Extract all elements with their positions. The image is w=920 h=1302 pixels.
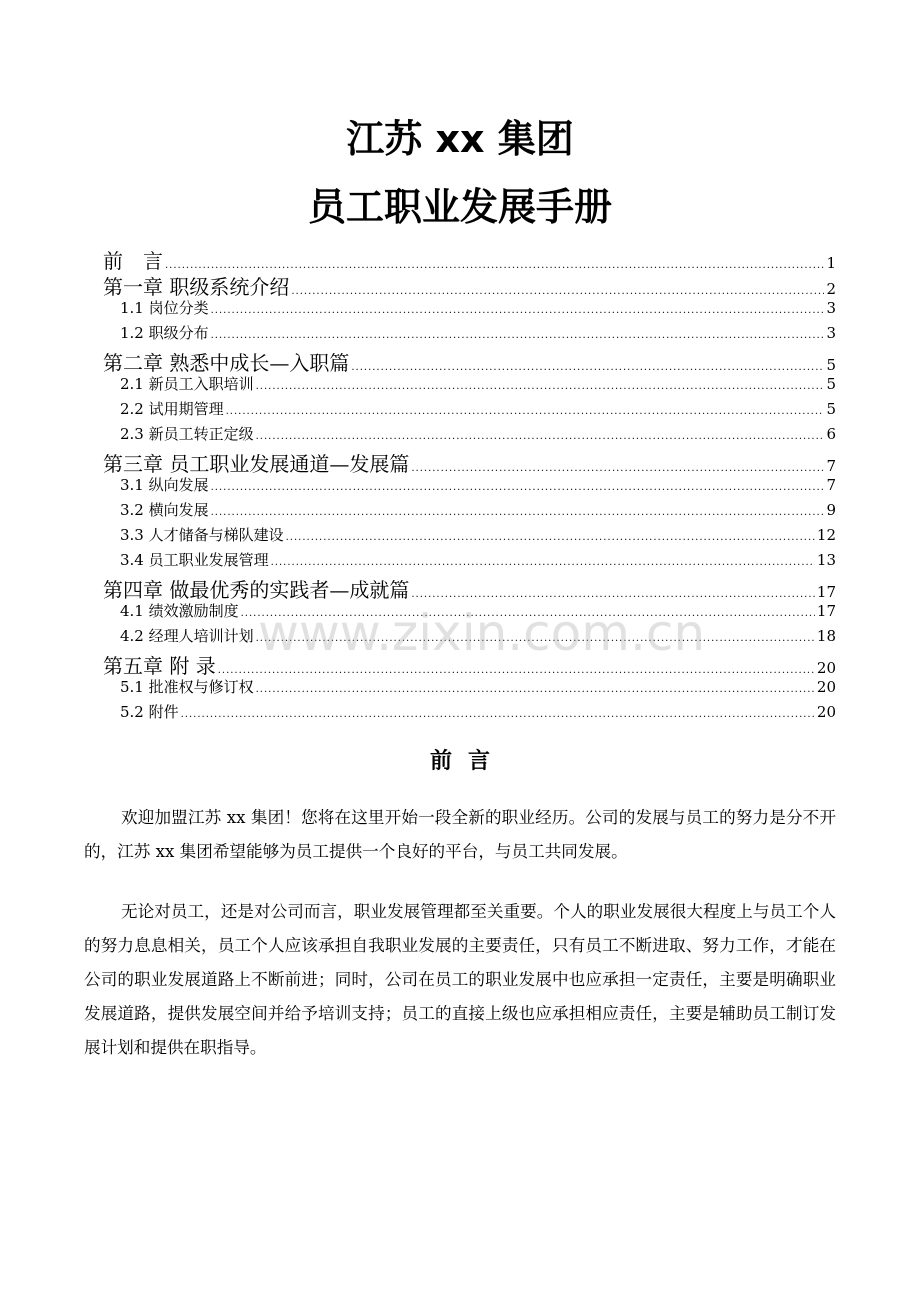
toc-dot-leader <box>165 260 824 271</box>
toc-dot-leader <box>256 381 825 392</box>
toc-entry-label: 1.1 岗位分类 <box>120 299 209 317</box>
toc-entry-label: 2.1 新员工入职培训 <box>120 375 254 393</box>
toc-entry-page: 17 <box>816 602 836 620</box>
toc-dot-leader <box>241 608 815 619</box>
toc-entry-page: 20 <box>816 703 836 721</box>
toc-entry-page: 5 <box>826 400 836 418</box>
toc-entry-page: 7 <box>826 476 836 494</box>
toc-dot-leader <box>211 305 825 316</box>
toc-section-entry[interactable] <box>103 474 836 499</box>
toc-entry-label: 第一章 职级系统介绍 <box>103 275 290 299</box>
toc-dot-leader <box>291 286 824 297</box>
toc-dot-leader <box>181 709 815 720</box>
toc-dot-leader <box>256 431 825 442</box>
toc-dot-leader <box>411 589 815 600</box>
toc-entry-page: 20 <box>816 678 836 696</box>
toc-chapter-entry[interactable] <box>103 448 836 474</box>
toc-entry-label: 5.2 附件 <box>120 703 179 721</box>
toc-entry-page: 5 <box>826 375 836 393</box>
toc-dot-leader <box>211 507 825 518</box>
toc-section-entry[interactable] <box>103 297 836 322</box>
document-subtitle: 员工职业发展手册 <box>307 185 612 229</box>
toc-entry-label: 第四章 做最优秀的实践者—成就篇 <box>103 578 410 602</box>
toc-entry-label: 前 言 <box>103 249 163 273</box>
toc-dot-leader <box>211 330 825 341</box>
toc-entry-page: 13 <box>816 551 836 569</box>
toc-section-entry[interactable] <box>103 676 836 701</box>
toc-section-entry[interactable] <box>103 600 836 625</box>
toc-entry-label: 2.2 试用期管理 <box>120 400 224 418</box>
toc-entry-page: 9 <box>826 501 836 519</box>
toc-entry-label: 2.3 新员工转正定级 <box>120 425 254 443</box>
toc-entry-label: 4.1 绩效激励制度 <box>120 602 239 620</box>
toc-chapter-entry[interactable] <box>103 574 836 600</box>
toc-chapter-entry[interactable] <box>103 650 836 676</box>
toc-section-entry[interactable] <box>103 701 836 726</box>
toc-section-entry[interactable] <box>103 625 836 650</box>
toc-entry-page: 5 <box>826 356 836 374</box>
toc-chapter-entry[interactable] <box>103 347 836 373</box>
toc-chapter-entry[interactable] <box>103 245 836 271</box>
toc-entry-page: 7 <box>826 457 836 475</box>
toc-dot-leader <box>226 406 825 417</box>
foreword-paragraph: 欢迎加盟江苏 xx 集团！您将在这里开始一段全新的职业经历。公司的发展与员工的努力是分不开的，江苏 xx 集团希望能够为员工提供一个良好的平台，与员工共同发展。 <box>84 808 836 861</box>
table-of-contents <box>103 245 836 726</box>
toc-entry-page: 2 <box>826 280 836 298</box>
toc-section-entry[interactable] <box>103 524 836 549</box>
toc-entry-page: 18 <box>816 627 836 645</box>
foreword-paragraph: 无论对员工，还是对公司而言，职业发展管理都至关重要。个人的职业发展很大程度上与员工个人的努力息息相关，员工个人应该承担自我职业发展的主要责任，只有员工不断进取、努力工作，才能在公司的职业发展道路上不断前进；同时，公司在员工的职业发展中也应承担一定责任，主要是明确职业发展道路，提供发展空间并给予培训支持；员工的直接上级也应承担相应责任，主要是辅助员工制订发展计划和提供在职指导。 <box>84 902 836 1057</box>
toc-entry-page: 6 <box>826 425 836 443</box>
toc-entry-page: 1 <box>826 254 836 272</box>
toc-section-entry[interactable] <box>103 373 836 398</box>
toc-entry-label: 5.1 批准权与修订权 <box>120 678 254 696</box>
toc-dot-leader <box>218 665 815 676</box>
toc-entry-page: 17 <box>816 583 836 601</box>
toc-dot-leader <box>286 532 815 543</box>
toc-dot-leader <box>256 633 815 644</box>
toc-entry-label: 第五章 附 录 <box>103 654 216 678</box>
toc-dot-leader <box>271 557 815 568</box>
toc-dot-leader <box>411 463 824 474</box>
toc-dot-leader <box>211 482 825 493</box>
toc-dot-leader <box>256 684 815 695</box>
toc-entry-label: 第三章 员工职业发展通道—发展篇 <box>103 452 410 476</box>
toc-entry-label: 3.1 纵向发展 <box>120 476 209 494</box>
toc-entry-label: 1.2 职级分布 <box>120 324 209 342</box>
toc-entry-label: 3.2 横向发展 <box>120 501 209 519</box>
toc-entry-label: 第二章 熟悉中成长—入职篇 <box>103 351 350 375</box>
toc-entry-label: 3.4 员工职业发展管理 <box>120 551 269 569</box>
toc-section-entry[interactable] <box>103 423 836 448</box>
toc-section-entry[interactable] <box>103 499 836 524</box>
toc-chapter-entry[interactable] <box>103 271 836 297</box>
toc-dot-leader <box>351 362 824 373</box>
watermark: www.zixin.com.cn <box>258 604 706 662</box>
toc-entry-page: 3 <box>826 324 836 342</box>
toc-entry-label: 3.3 人才储备与梯队建设 <box>120 526 284 544</box>
toc-entry-label: 4.2 经理人培训计划 <box>120 627 254 645</box>
foreword-heading: 前言 <box>429 749 506 774</box>
document-title: 江苏 xx 集团 <box>346 117 574 161</box>
toc-entry-page: 20 <box>816 659 836 677</box>
toc-entry-page: 3 <box>826 299 836 317</box>
toc-section-entry[interactable] <box>103 322 836 347</box>
toc-entry-page: 12 <box>816 526 836 544</box>
toc-section-entry[interactable] <box>103 398 836 423</box>
toc-section-entry[interactable] <box>103 549 836 574</box>
